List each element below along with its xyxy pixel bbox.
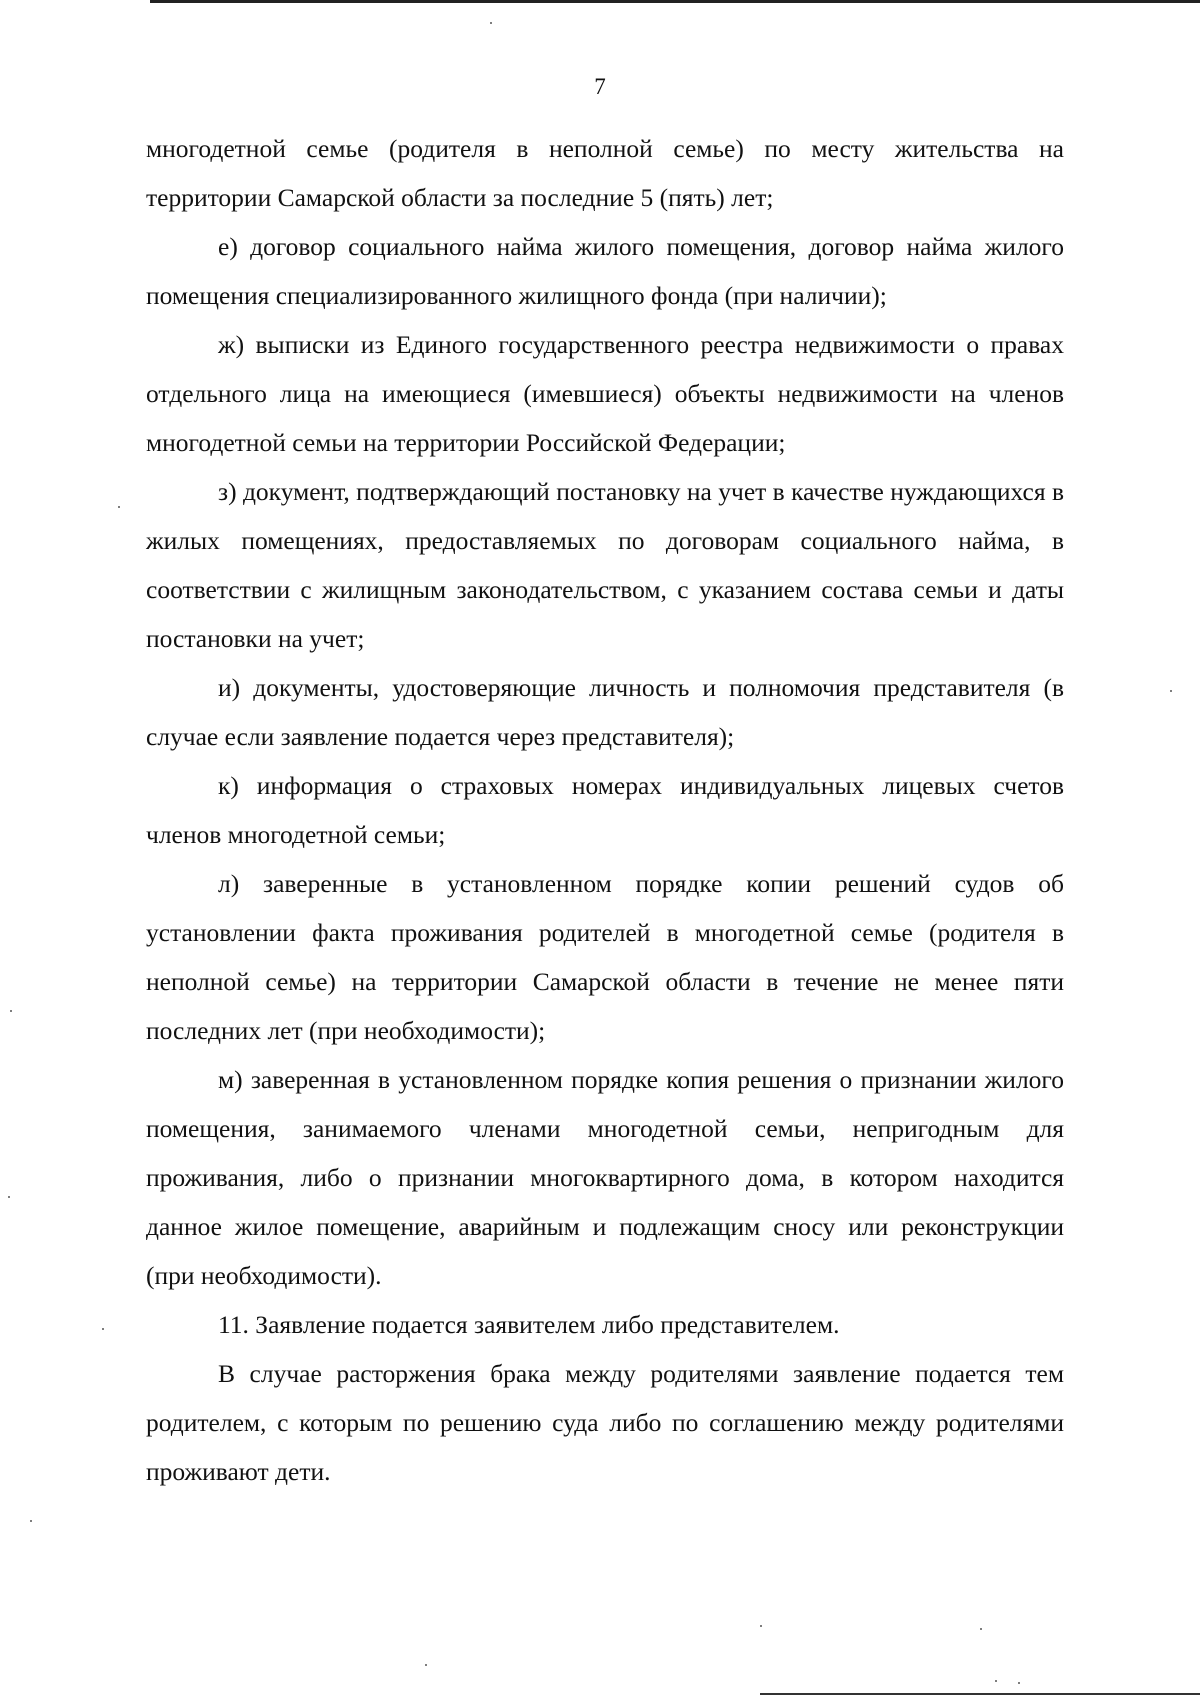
paragraph-item-z: з) документ, подтверждающий постановку на учет в качестве нуждающихся в жилых помещениях, предоставляемых по договорам социального найма, в соответствии с жилищным законодательством, с указанием состава семьи и даты постановки на учет; bbox=[146, 477, 1064, 653]
page-number: 7 bbox=[594, 74, 606, 99]
document-body bbox=[146, 124, 1064, 1496]
paragraph-item-m: м) заверенная в установленном порядке копия решения о признании жилого помещения, занимаемого членами многодетной семьи, непригодным для проживания, либо о признании многоквартирного дома, в котором находится данное жилое помещение, аварийным и подлежащим сносу или реконструкции (при необходимости). bbox=[146, 1065, 1064, 1290]
paragraph-item-zh: ж) выписки из Единого государственного реестра недвижимости о правах отдельного лица на имеющиеся (имевшиеся) объекты недвижимости на членов многодетной семьи на территории Российской Федерации; bbox=[146, 330, 1064, 457]
scan-speck bbox=[1018, 1682, 1020, 1684]
scan-speck bbox=[425, 1664, 427, 1666]
scan-speck bbox=[30, 1520, 32, 1522]
paragraph-item-k: к) информация о страховых номерах индивидуальных лицевых счетов членов многодетной семьи; bbox=[146, 771, 1064, 849]
scan-speck bbox=[995, 1680, 997, 1682]
scan-speck bbox=[1170, 690, 1172, 692]
scan-speck bbox=[118, 506, 120, 508]
scan-speck bbox=[980, 1628, 982, 1630]
paragraph-clause-11: 11. Заявление подается заявителем либо представителем. bbox=[218, 1310, 840, 1339]
paragraph-divorce-case: В случае расторжения брака между родителями заявление подается тем родителем, с которым по решению суда либо по соглашению между родителями проживают дети. bbox=[146, 1359, 1064, 1486]
paragraph-item-e: е) договор социального найма жилого помещения, договор найма жилого помещения специализированного жилищного фонда (при наличии); bbox=[146, 232, 1064, 310]
scan-speck bbox=[10, 1010, 12, 1012]
top-scan-border bbox=[150, 0, 1200, 3]
scan-speck bbox=[8, 1196, 10, 1198]
bottom-scan-border bbox=[760, 1693, 1200, 1695]
scan-speck bbox=[760, 1625, 762, 1627]
paragraph-continuation: многодетной семье (родителя в неполной семье) по месту жительства на территории Самарской области за последние 5 (пять) лет; bbox=[146, 134, 1064, 212]
scan-speck bbox=[102, 1328, 104, 1330]
scan-speck bbox=[490, 22, 492, 24]
paragraph-item-l: л) заверенные в установленном порядке копии решений судов об установлении факта проживания родителей в многодетной семье (родителя в неполной семье) на территории Самарской области в течение не менее пяти последних лет (при необходимости); bbox=[146, 869, 1064, 1045]
paragraph-item-i: и) документы, удостоверяющие личность и полномочия представителя (в случае если заявление подается через представителя); bbox=[146, 673, 1064, 751]
